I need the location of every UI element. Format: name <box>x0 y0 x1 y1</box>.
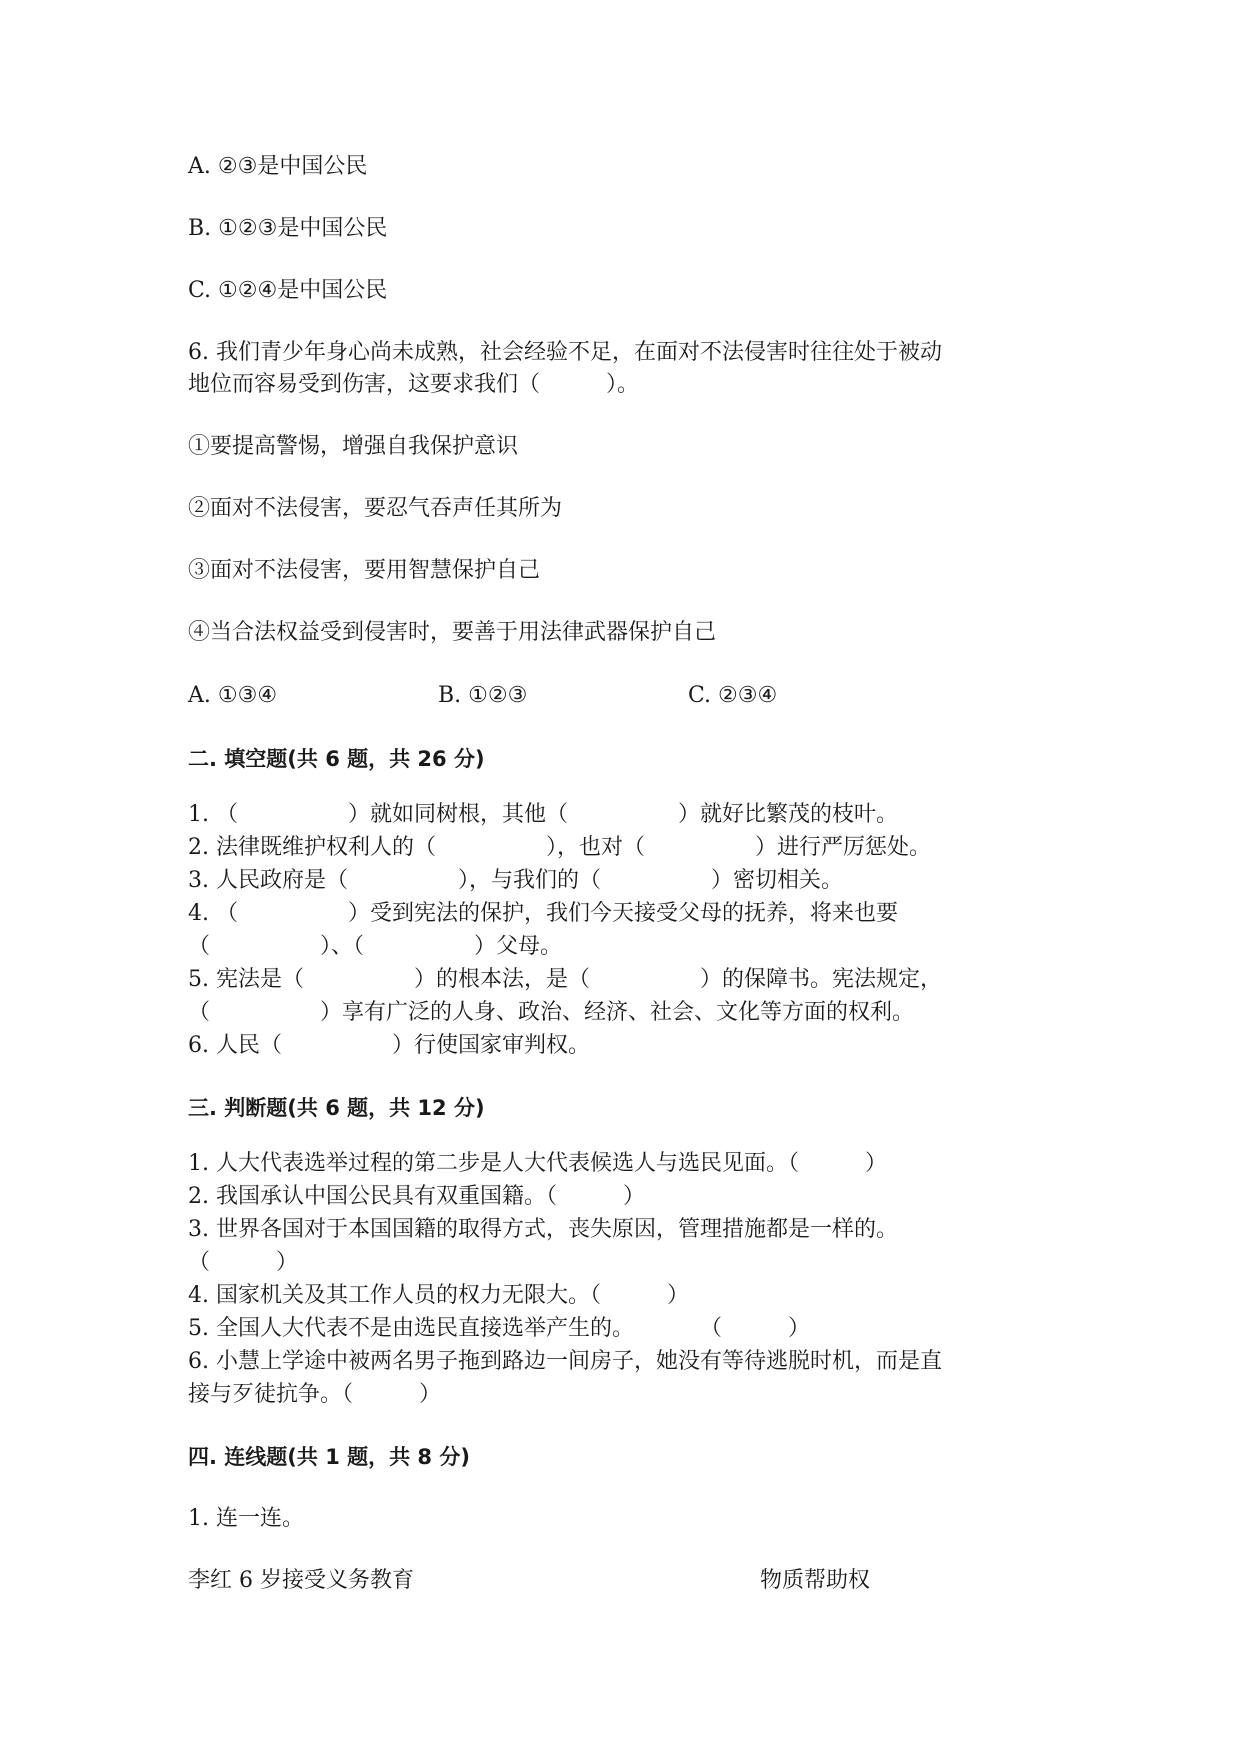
q6-stem-line-1: 6. 我们青少年身心尚未成熟，社会经验不足，在面对不法侵害时往往处于被动 <box>188 340 942 365</box>
q6-option-a: A. ①③④ <box>188 683 278 708</box>
q6-option-b: B. ①②③ <box>438 683 528 708</box>
matching-q1: 1. 连一连。 <box>188 1506 304 1531</box>
true-false-line-5: 4. 国家机关及其工作人员的权力无限大。（ ） <box>188 1283 689 1308</box>
true-false-line-6: 5. 全国人大代表不是由选民直接选举产生的。 （ ） <box>188 1316 810 1341</box>
fill-blank-line-3: 3. 人民政府是（ ），与我们的（ ）密切相关。 <box>188 868 843 893</box>
q6-option-c: C. ②③④ <box>688 683 778 708</box>
fill-blank-line-5: （ ）、（ ）父母。 <box>188 934 563 959</box>
fill-blank-line-7: （ ）享有广泛的人身、政治、经济、社会、文化等方面的权利。 <box>188 1000 915 1025</box>
section-heading-fill-blank: 二. 填空题(共 6 题，共 26 分) <box>188 747 485 771</box>
matching-left-item: 李红 6 岁接受义务教育 <box>188 1568 414 1593</box>
fill-blank-line-1: 1. （ ）就如同树根，其他（ ）就好比繁茂的枝叶。 <box>188 802 898 827</box>
q6-stem-line-2: 地位而容易受到伤害，这要求我们（ ）。 <box>188 372 640 397</box>
true-false-line-4: （ ） <box>188 1250 299 1275</box>
true-false-line-1: 1. 人大代表选举过程的第二步是人大代表候选人与选民见面。（ ） <box>188 1151 887 1176</box>
matching-right-item: 物质帮助权 <box>760 1568 871 1593</box>
q6-item-1: ①要提高警惕，增强自我保护意识 <box>188 434 519 459</box>
q5-option-b: B. ①②③是中国公民 <box>188 216 388 241</box>
true-false-line-3: 3. 世界各国对于本国国籍的取得方式，丧失原因，管理措施都是一样的。 <box>188 1217 898 1242</box>
true-false-line-2: 2. 我国承认中国公民具有双重国籍。（ ） <box>188 1184 645 1209</box>
q5-option-a: A. ②③是中国公民 <box>188 154 368 179</box>
q6-item-2: ②面对不法侵害，要忍气吞声任其所为 <box>188 496 563 521</box>
fill-blank-line-2: 2. 法律既维护权利人的（ ），也对（ ）进行严厉惩处。 <box>188 835 931 860</box>
fill-blank-line-4: 4. （ ）受到宪法的保护，我们今天接受父母的抚养，将来也要 <box>188 901 898 926</box>
fill-blank-line-6: 5. 宪法是（ ）的根本法，是（ ）的保障书。宪法规定， <box>188 967 942 992</box>
q6-item-3: ③面对不法侵害，要用智慧保护自己 <box>188 558 541 583</box>
q5-option-c: C. ①②④是中国公民 <box>188 278 388 303</box>
section-heading-matching: 四. 连线题(共 1 题，共 8 分) <box>188 1445 470 1469</box>
true-false-line-8: 接与歹徒抗争。（ ） <box>188 1382 442 1407</box>
fill-blank-line-8: 6. 人民（ ）行使国家审判权。 <box>188 1033 590 1058</box>
true-false-line-7: 6. 小慧上学途中被两名男子拖到路边一间房子，她没有等待逃脱时机，而是直 <box>188 1349 942 1374</box>
q6-item-4: ④当合法权益受到侵害时，要善于用法律武器保护自己 <box>188 620 717 645</box>
section-heading-true-false: 三. 判断题(共 6 题，共 12 分) <box>188 1096 485 1120</box>
